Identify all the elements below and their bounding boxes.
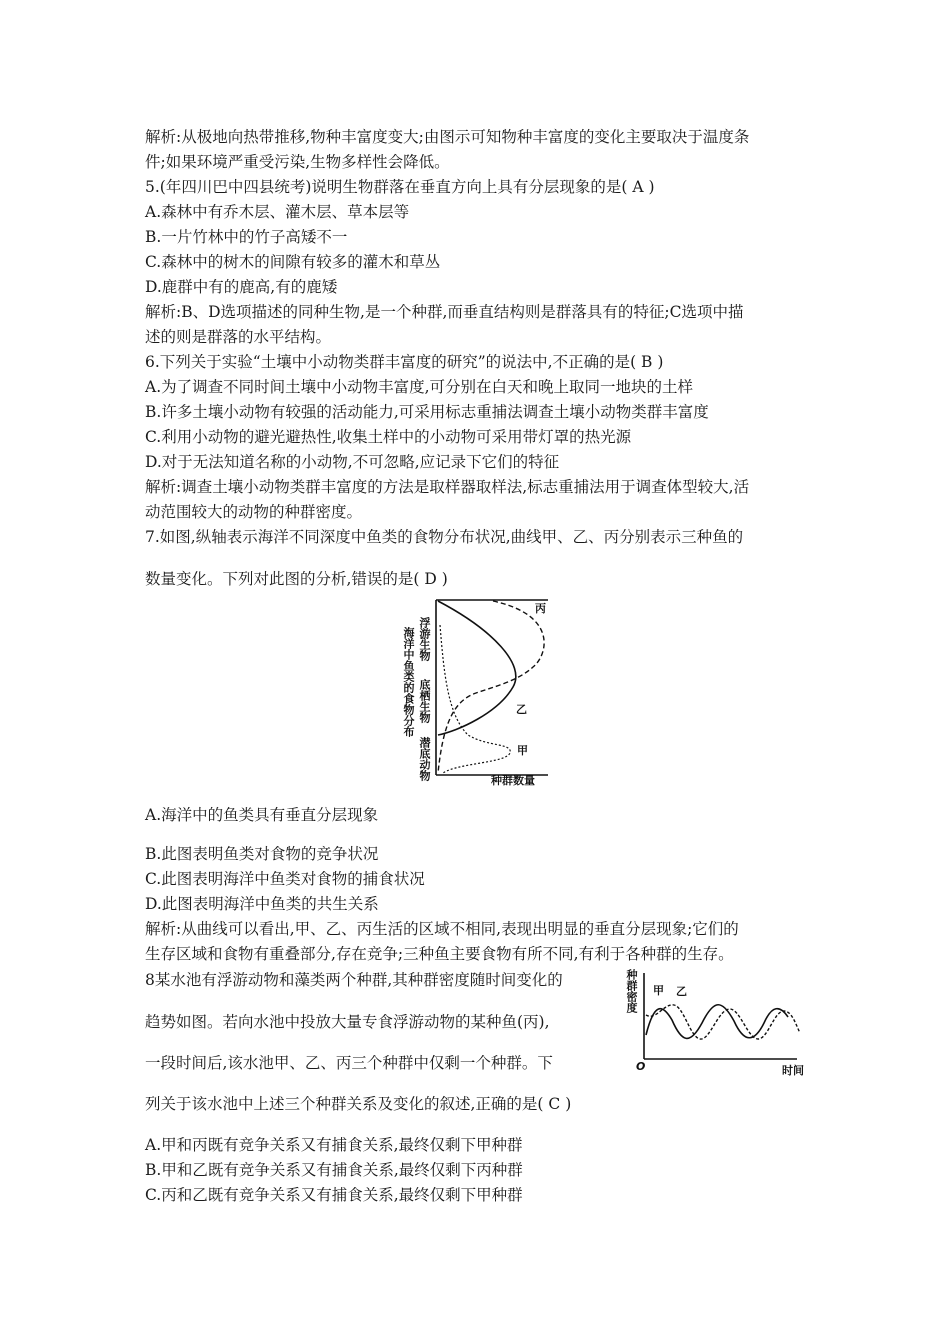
text-line: B.许多土壤小动物有较强的活动能力,可采用标志重捕法调查土壤小动物类群丰富度 xyxy=(145,403,709,421)
text-line: D.此图表明海洋中鱼类的共生关系 xyxy=(145,895,379,913)
text-line: 6.下列关于实验“土壤中小动物类群丰富度的研究”的说法中,不正确的是( B ) xyxy=(145,353,664,371)
figure-ocean-fish xyxy=(398,595,558,795)
figure-population-svg xyxy=(622,965,807,1080)
text-line: 一段时间后,该水池甲、乙、丙三个种群中仅剩一个种群。下 xyxy=(145,1054,553,1072)
text-line: 列关于该水池中上述三个种群关系及变化的叙述,正确的是( C ) xyxy=(145,1095,572,1113)
text-line: A.森林中有乔木层、灌木层、草本层等 xyxy=(145,203,410,221)
y-axis-title: 种群密度 xyxy=(625,969,638,1013)
curve-yi xyxy=(646,1005,800,1039)
text-line: 解析:从曲线可以看出,甲、乙、丙生活的区域不相同,表现出明显的垂直分层现象;它们的 xyxy=(145,920,739,938)
text-line: C.此图表明海洋中鱼类对食物的捕食状况 xyxy=(145,870,425,888)
zone-label-plankton: 浮游生物 xyxy=(418,617,431,661)
text-line: A.海洋中的鱼类具有垂直分层现象 xyxy=(145,806,379,824)
x-axis-title: 种群数量 xyxy=(491,774,535,787)
text-line: C.利用小动物的避光避热性,收集土样中的小动物可采用带灯罩的热光源 xyxy=(145,428,632,446)
text-line: 数量变化。下列对此图的分析,错误的是( D ) xyxy=(145,570,448,588)
zone-label-benthic: 底栖生物 xyxy=(418,679,431,723)
curve-label-yi: 乙 xyxy=(516,703,527,716)
x-axis-title: 时间 xyxy=(782,1064,804,1077)
text-line: C.森林中的树木的间隙有较多的灌木和草丛 xyxy=(145,253,441,271)
curve-label-jia: 甲 xyxy=(517,744,528,757)
figure-population-density xyxy=(622,965,807,1080)
text-line: C.丙和乙既有竞争关系又有捕食关系,最终仅剩下甲种群 xyxy=(145,1186,523,1204)
text-line: 动范围较大的动物的种群密度。 xyxy=(145,503,363,521)
y-axis-title: 海洋中鱼类的食物分布 xyxy=(402,627,415,737)
text-line: 解析:从极地向热带推移,物种丰富度变大;由图示可知物种丰富度的变化主要取决于温度条 xyxy=(145,128,750,146)
text-line: A.为了调查不同时间土壤中小动物丰富度,可分别在白天和晚上取同一地块的土样 xyxy=(145,378,694,396)
curve-bing xyxy=(438,601,544,773)
text-line: 述的则是群落的水平结构。 xyxy=(145,328,332,346)
text-line: 件;如果环境严重受污染,生物多样性会降低。 xyxy=(145,153,450,171)
text-line: 生存区域和食物有重叠部分,存在竞争;三种鱼主要食物有所不同,有利于各种群的生存。 xyxy=(145,945,734,963)
text-line: 7.如图,纵轴表示海洋不同深度中鱼类的食物分布状况,曲线甲、乙、丙分别表示三种鱼的 xyxy=(145,528,744,546)
text-line: D.对于无法知道名称的小动物,不可忽略,应记录下它们的特征 xyxy=(145,453,560,471)
curve-label-bing: 丙 xyxy=(535,602,546,615)
text-line: B.一片竹林中的竹子高矮不一 xyxy=(145,228,348,246)
origin-label: O xyxy=(636,1060,646,1073)
text-line: D.鹿群中有的鹿高,有的鹿矮 xyxy=(145,278,338,296)
text-line: B.甲和乙既有竞争关系又有捕食关系,最终仅剩下丙种群 xyxy=(145,1161,523,1179)
text-line: 解析:调查土壤小动物类群丰富度的方法是取样器取样法,标志重捕法用于调查体型较大,活 xyxy=(145,478,750,496)
text-line: 趋势如图。若向水池中投放大量专食浮游动物的某种鱼(丙), xyxy=(145,1013,550,1031)
curve-jia xyxy=(440,625,510,773)
zone-label-burrowing: 潜底动物 xyxy=(418,737,431,781)
text-line: B.此图表明鱼类对食物的竞争状况 xyxy=(145,845,379,863)
curve-label-jia: 甲 xyxy=(653,984,664,997)
text-line: 8某水池有浮游动物和藻类两个种群,其种群密度随时间变化的 xyxy=(145,971,563,989)
text-line: A.甲和丙既有竞争关系又有捕食关系,最终仅剩下甲种群 xyxy=(145,1136,523,1154)
text-line: 5.(年四川巴中四县统考)说明生物群落在垂直方向上具有分层现象的是( A ) xyxy=(145,178,655,196)
curve-label-yi: 乙 xyxy=(676,985,687,998)
curve-yi xyxy=(438,601,516,735)
text-line: 解析:B、D选项描述的同种生物,是一个种群,而垂直结构则是群落具有的特征;C选项中描 xyxy=(145,303,744,321)
figure-ocean-svg xyxy=(398,595,558,795)
